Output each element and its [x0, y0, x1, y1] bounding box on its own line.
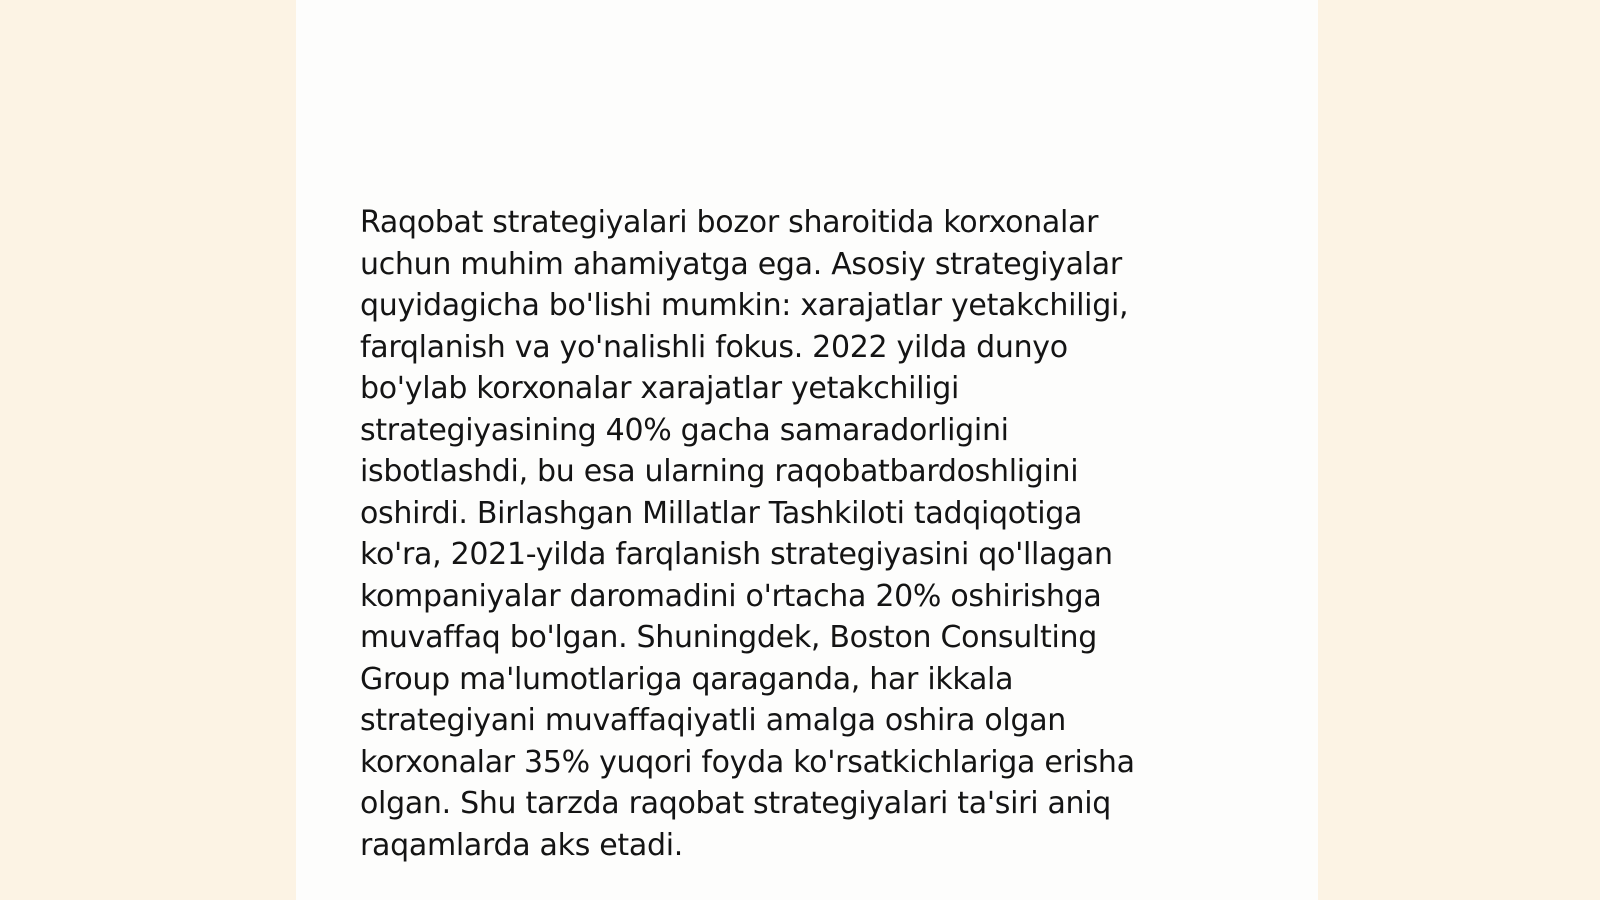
paragraph-line: olgan. Shu tarzda raqobat strategiyalari ta'siri aniq: [360, 786, 1112, 821]
paragraph-line: uchun muhim ahamiyatga ega. Asosiy strategiyalar: [360, 246, 1122, 282]
paragraph-line: raqamlarda aks etadi.: [360, 827, 683, 863]
body-paragraph: [360, 202, 1220, 866]
paragraph-line: oshirdi. Birlashgan Millatlar Tashkiloti tadqiqotiga: [360, 495, 1083, 531]
paragraph-line: kompaniyalar daromadini o'rtacha 20% oshirishga: [360, 578, 1102, 614]
paragraph-line: farqlanish va yo'nalishli fokus. 2022 yilda dunyo: [360, 329, 1068, 365]
paragraph-line: muvaffaq bo'lgan. Shuningdek, Boston Consulting: [360, 620, 1097, 655]
paragraph-line: Raqobat strategiyalari bozor sharoitida korxonalar: [360, 205, 1099, 240]
paragraph-line: korxonalar 35% yuqori foyda ko'rsatkichlariga erisha: [360, 744, 1135, 780]
paragraph-line: bo'ylab korxonalar xarajatlar yetakchiligi: [360, 371, 960, 406]
document-page: [296, 0, 1318, 900]
paragraph-line: quyidagicha bo'lishi mumkin: xarajatlar yetakchiligi,: [360, 288, 1129, 323]
paragraph-line: strategiyani muvaffaqiyatli amalga oshira olgan: [360, 703, 1067, 738]
paragraph-line: isbotlashdi, bu esa ularning raqobatbardoshligini: [360, 454, 1079, 489]
paragraph-line: strategiyasining 40% gacha samaradorligini: [360, 412, 1009, 448]
paragraph-line: Group ma'lumotlariga qaraganda, har ikkala: [360, 661, 1014, 697]
paragraph-line: ko'ra, 2021-yilda farqlanish strategiyasini qo'llagan: [360, 537, 1113, 572]
